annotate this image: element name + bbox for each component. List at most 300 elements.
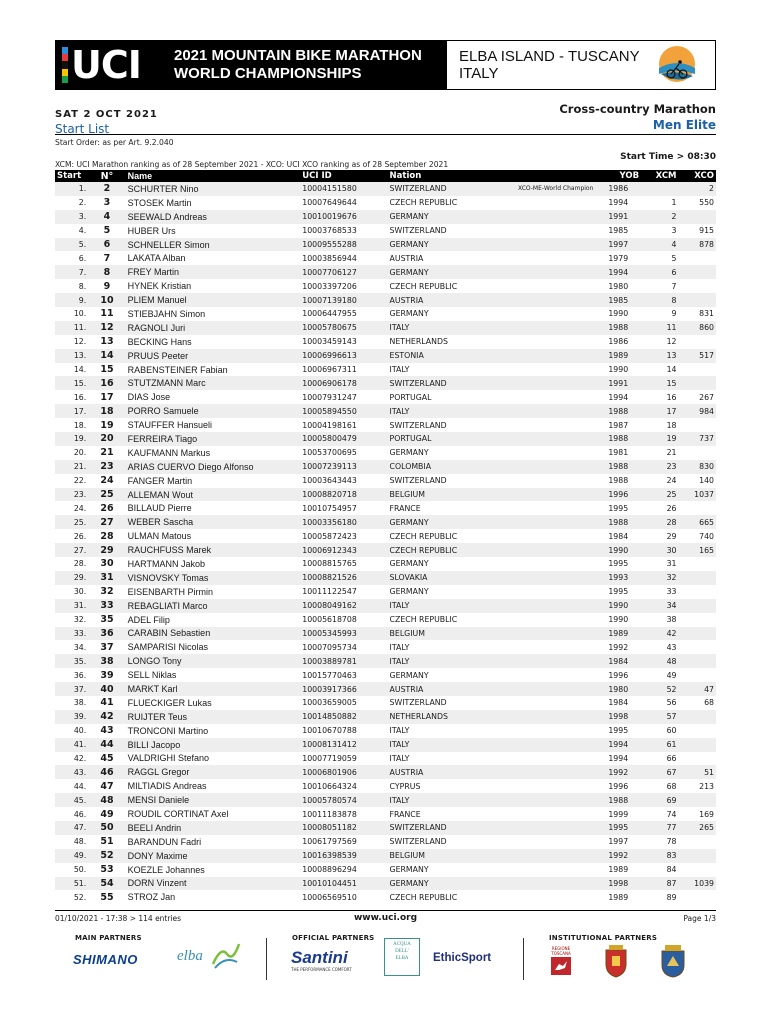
- table-row: [55, 557, 716, 571]
- ranking-row: [55, 152, 716, 169]
- table-cell: [679, 724, 716, 738]
- table-row: [55, 696, 716, 710]
- table-cell: 665: [679, 515, 716, 529]
- table-cell: 9.: [55, 293, 88, 307]
- table-cell: 10014850882: [300, 710, 387, 724]
- table-cell: 17: [88, 390, 125, 404]
- table-cell: FANGER Martin: [126, 474, 301, 488]
- table-cell: [679, 446, 716, 460]
- table-row: [55, 349, 716, 363]
- table-cell: CZECH REPUBLIC: [388, 890, 496, 904]
- table-row: [55, 710, 716, 724]
- table-cell: [496, 488, 596, 502]
- table-cell: 47: [88, 779, 125, 793]
- table-cell: TRONCONI Martino: [126, 724, 301, 738]
- table-cell: 87: [641, 877, 678, 891]
- table-cell: 1988: [595, 793, 641, 807]
- page-number: Page 1/3: [683, 914, 716, 923]
- table-cell: 12: [88, 321, 125, 335]
- table-row: [55, 585, 716, 599]
- table-cell: ARIAS CUERVO Diego Alfonso: [126, 460, 301, 474]
- table-cell: XCO-ME-World Champion: [496, 182, 596, 196]
- table-cell: 10008051182: [300, 821, 387, 835]
- table-cell: 32: [88, 585, 125, 599]
- table-cell: [496, 821, 596, 835]
- shimano-logo: SHIMANO: [73, 952, 138, 967]
- table-cell: 1989: [595, 863, 641, 877]
- table-cell: 15: [88, 363, 125, 377]
- table-cell: [679, 710, 716, 724]
- page-footer: [55, 910, 716, 924]
- table-row: [55, 863, 716, 877]
- table-cell: REBAGLIATI Marco: [126, 599, 301, 613]
- table-cell: [496, 224, 596, 238]
- institutional-partners-heading: INSTITUTIONAL PARTNERS: [549, 934, 658, 942]
- table-cell: 1980: [595, 682, 641, 696]
- table-cell: [496, 793, 596, 807]
- table-cell: 6.: [55, 251, 88, 265]
- table-cell: [679, 668, 716, 682]
- table-cell: 1992: [595, 765, 641, 779]
- table-cell: 10008820718: [300, 488, 387, 502]
- table-cell: 10005800479: [300, 432, 387, 446]
- table-cell: ROUDIL CORTINAT Axel: [126, 807, 301, 821]
- table-cell: 16: [88, 376, 125, 390]
- table-cell: [679, 251, 716, 265]
- table-cell: 43.: [55, 765, 88, 779]
- table-cell: [679, 654, 716, 668]
- table-cell: 37: [88, 640, 125, 654]
- table-cell: GERMANY: [388, 585, 496, 599]
- table-cell: 984: [679, 404, 716, 418]
- venue-line2: ITALY: [459, 65, 499, 82]
- table-cell: 49: [641, 668, 678, 682]
- column-header: Name: [126, 170, 301, 182]
- table-cell: GERMANY: [388, 265, 496, 279]
- table-cell: 10007719059: [300, 752, 387, 766]
- table-cell: 21: [88, 446, 125, 460]
- table-cell: 20: [88, 432, 125, 446]
- table-cell: 42: [641, 627, 678, 641]
- table-cell: SWITZERLAND: [388, 376, 496, 390]
- start-order-note: Start Order: as per Art. 9.2.040: [55, 138, 174, 147]
- table-cell: CZECH REPUBLIC: [388, 279, 496, 293]
- table-cell: LAKATA Alban: [126, 251, 301, 265]
- table-cell: 18: [88, 404, 125, 418]
- table-cell: 1988: [595, 432, 641, 446]
- table-cell: 18.: [55, 418, 88, 432]
- table-cell: 54: [88, 877, 125, 891]
- table-cell: 10007239113: [300, 460, 387, 474]
- table-cell: 1994: [595, 390, 641, 404]
- table-row: [55, 877, 716, 891]
- pegasus-icon: [550, 956, 572, 976]
- table-cell: 10006906178: [300, 376, 387, 390]
- table-cell: [679, 627, 716, 641]
- table-cell: WEBER Sascha: [126, 515, 301, 529]
- table-cell: 10053700695: [300, 446, 387, 460]
- table-cell: SWITZERLAND: [388, 835, 496, 849]
- table-cell: 52: [641, 682, 678, 696]
- table-cell: 1988: [595, 460, 641, 474]
- table-cell: 8: [641, 293, 678, 307]
- table-cell: [496, 724, 596, 738]
- partners-divider: [523, 938, 524, 980]
- table-cell: 1996: [595, 668, 641, 682]
- uci-website-link[interactable]: www.uci.org: [353, 913, 418, 923]
- table-cell: 30: [641, 543, 678, 557]
- table-cell: PLIEM Manuel: [126, 293, 301, 307]
- table-cell: 39: [88, 668, 125, 682]
- table-cell: 12: [641, 335, 678, 349]
- official-partners-heading: OFFICIAL PARTNERS: [292, 934, 375, 942]
- table-cell: [679, 210, 716, 224]
- table-cell: 1: [641, 196, 678, 210]
- table-cell: 17.: [55, 404, 88, 418]
- table-cell: GERMANY: [388, 863, 496, 877]
- table-cell: [496, 627, 596, 641]
- table-cell: 10: [88, 293, 125, 307]
- table-cell: [496, 293, 596, 307]
- table-cell: 57: [641, 710, 678, 724]
- table-row: [55, 265, 716, 279]
- table-cell: 14: [88, 349, 125, 363]
- table-cell: SWITZERLAND: [388, 821, 496, 835]
- table-cell: 1997: [595, 238, 641, 252]
- table-cell: 60: [641, 724, 678, 738]
- table-cell: 831: [679, 307, 716, 321]
- table-cell: 45: [88, 752, 125, 766]
- table-row: [55, 599, 716, 613]
- list-title: Start List: [55, 122, 110, 136]
- table-row: [55, 765, 716, 779]
- column-header: UCI ID: [300, 170, 387, 182]
- table-cell: [496, 779, 596, 793]
- date-row: [55, 102, 716, 120]
- table-cell: 1994: [595, 265, 641, 279]
- table-cell: 10007139180: [300, 293, 387, 307]
- title-row: [55, 118, 716, 134]
- table-cell: 10005618708: [300, 613, 387, 627]
- table-cell: [679, 335, 716, 349]
- table-cell: [679, 752, 716, 766]
- table-cell: GERMANY: [388, 668, 496, 682]
- column-header: XCO: [679, 170, 716, 182]
- table-cell: 40.: [55, 724, 88, 738]
- table-cell: 213: [679, 779, 716, 793]
- table-cell: 1995: [595, 501, 641, 515]
- table-cell: ITALY: [388, 793, 496, 807]
- table-cell: 30.: [55, 585, 88, 599]
- municipal-crest-icon: [659, 944, 687, 978]
- table-cell: PRUUS Peeter: [126, 349, 301, 363]
- table-cell: 1037: [679, 488, 716, 502]
- table-row: [55, 488, 716, 502]
- table-cell: CZECH REPUBLIC: [388, 196, 496, 210]
- category-name: Men Elite: [652, 118, 716, 132]
- table-cell: NETHERLANDS: [388, 335, 496, 349]
- table-cell: 33.: [55, 627, 88, 641]
- table-cell: 1998: [595, 877, 641, 891]
- table-cell: 14.: [55, 363, 88, 377]
- table-cell: STOSEK Martin: [126, 196, 301, 210]
- table-cell: RAUCHFUSS Marek: [126, 543, 301, 557]
- ranking-note: XCM: UCI Marathon ranking as of 28 September 2021 - XCO: UCI XCO ranking as of 28 September 2021: [55, 160, 449, 169]
- table-cell: 4: [88, 210, 125, 224]
- table-cell: [679, 835, 716, 849]
- table-cell: [496, 613, 596, 627]
- table-cell: 28: [88, 529, 125, 543]
- table-cell: 1999: [595, 807, 641, 821]
- table-cell: BECKING Hans: [126, 335, 301, 349]
- table-cell: [496, 849, 596, 863]
- table-row: [55, 224, 716, 238]
- table-cell: 50.: [55, 863, 88, 877]
- table-cell: [496, 335, 596, 349]
- table-cell: 140: [679, 474, 716, 488]
- table-cell: [496, 835, 596, 849]
- table-cell: 13: [88, 335, 125, 349]
- table-cell: 1995: [595, 557, 641, 571]
- table-cell: ULMAN Matous: [126, 529, 301, 543]
- table-cell: 1995: [595, 724, 641, 738]
- table-cell: SAMPARISI Nicolas: [126, 640, 301, 654]
- uci-stripe: [62, 76, 68, 83]
- table-row: [55, 432, 716, 446]
- table-cell: FLUECKIGER Lukas: [126, 696, 301, 710]
- table-cell: STROZ Jan: [126, 890, 301, 904]
- table-cell: 15.: [55, 376, 88, 390]
- table-cell: GERMANY: [388, 446, 496, 460]
- table-cell: [496, 515, 596, 529]
- table-cell: DIAS Jose: [126, 390, 301, 404]
- table-cell: 50: [88, 821, 125, 835]
- table-cell: 13: [641, 349, 678, 363]
- table-cell: 10.: [55, 307, 88, 321]
- table-row: [55, 293, 716, 307]
- table-cell: 10010670788: [300, 724, 387, 738]
- table-cell: 8: [88, 265, 125, 279]
- table-cell: 10003917366: [300, 682, 387, 696]
- table-cell: HYNEK Kristian: [126, 279, 301, 293]
- uci-logo: [56, 41, 166, 89]
- table-cell: 10006801906: [300, 765, 387, 779]
- generated-info: 01/10/2021 - 17:38 > 114 entries: [55, 914, 182, 923]
- table-cell: 37.: [55, 682, 88, 696]
- table-cell: [496, 418, 596, 432]
- table-cell: 16.: [55, 390, 88, 404]
- table-cell: [679, 738, 716, 752]
- table-cell: [496, 321, 596, 335]
- table-row: [55, 335, 716, 349]
- table-cell: 22.: [55, 474, 88, 488]
- table-cell: 49.: [55, 849, 88, 863]
- table-cell: 10005872423: [300, 529, 387, 543]
- table-cell: 21.: [55, 460, 88, 474]
- table-cell: 17: [641, 404, 678, 418]
- column-header: N°: [88, 170, 125, 182]
- table-cell: HUBER Urs: [126, 224, 301, 238]
- table-cell: 34.: [55, 640, 88, 654]
- table-cell: ITALY: [388, 404, 496, 418]
- table-cell: 10006967311: [300, 363, 387, 377]
- table-cell: 51.: [55, 877, 88, 891]
- table-cell: 7: [88, 251, 125, 265]
- table-cell: 1988: [595, 474, 641, 488]
- table-row: [55, 446, 716, 460]
- table-cell: 28: [641, 515, 678, 529]
- table-cell: 25: [88, 488, 125, 502]
- table-cell: 49: [88, 807, 125, 821]
- table-row: [55, 807, 716, 821]
- table-cell: SWITZERLAND: [388, 418, 496, 432]
- table-cell: GERMANY: [388, 877, 496, 891]
- table-cell: 1984: [595, 529, 641, 543]
- table-cell: 26: [88, 501, 125, 515]
- table-cell: 1985: [595, 224, 641, 238]
- table-cell: [679, 863, 716, 877]
- table-cell: [496, 738, 596, 752]
- table-cell: 1989: [595, 349, 641, 363]
- table-row: [55, 668, 716, 682]
- table-cell: 19: [641, 432, 678, 446]
- table-cell: 1988: [595, 321, 641, 335]
- table-cell: 77: [641, 821, 678, 835]
- table-cell: 860: [679, 321, 716, 335]
- table-cell: [496, 474, 596, 488]
- table-cell: RAGNOLI Juri: [126, 321, 301, 335]
- venue-line1: ELBA ISLAND - TUSCANY: [459, 48, 640, 65]
- table-cell: [496, 349, 596, 363]
- table-cell: 47.: [55, 821, 88, 835]
- table-row: [55, 279, 716, 293]
- table-cell: 32.: [55, 613, 88, 627]
- table-cell: [496, 807, 596, 821]
- table-cell: 10003768533: [300, 224, 387, 238]
- table-cell: 78: [641, 835, 678, 849]
- championship-title-line1: 2021 MOUNTAIN BIKE MARATHON: [174, 47, 422, 64]
- table-cell: [496, 877, 596, 891]
- table-cell: CYPRUS: [388, 779, 496, 793]
- uci-rainbow-stripes: [62, 47, 68, 83]
- table-cell: 26.: [55, 529, 88, 543]
- table-cell: 25.: [55, 515, 88, 529]
- table-cell: 10006996613: [300, 349, 387, 363]
- table-cell: STAUFFER Hansueli: [126, 418, 301, 432]
- table-cell: BELGIUM: [388, 849, 496, 863]
- table-cell: 51: [88, 835, 125, 849]
- table-cell: 11.: [55, 321, 88, 335]
- table-cell: 1993: [595, 571, 641, 585]
- table-cell: 10011122547: [300, 585, 387, 599]
- regione-line2: TOSCANA: [551, 951, 571, 956]
- table-cell: 5: [641, 251, 678, 265]
- table-cell: 15: [641, 376, 678, 390]
- table-row: [55, 821, 716, 835]
- table-cell: 41: [88, 696, 125, 710]
- table-cell: 26: [641, 501, 678, 515]
- table-cell: 38: [641, 613, 678, 627]
- table-cell: 830: [679, 460, 716, 474]
- table-cell: [496, 654, 596, 668]
- table-cell: 7.: [55, 265, 88, 279]
- table-cell: 23: [641, 460, 678, 474]
- start-list-table: [55, 170, 716, 904]
- table-cell: 36.: [55, 668, 88, 682]
- table-cell: 6: [88, 238, 125, 252]
- table-cell: [496, 863, 596, 877]
- table-row: [55, 390, 716, 404]
- regione-toscana-logo: [548, 946, 574, 977]
- table-cell: [679, 418, 716, 432]
- table-row: [55, 363, 716, 377]
- table-cell: 41.: [55, 738, 88, 752]
- table-cell: KAUFMANN Markus: [126, 446, 301, 460]
- table-cell: 2: [88, 182, 125, 196]
- table-cell: FRANCE: [388, 501, 496, 515]
- table-cell: 3: [641, 224, 678, 238]
- table-cell: LONGO Tony: [126, 654, 301, 668]
- table-cell: FERREIRA Tiago: [126, 432, 301, 446]
- table-cell: CARABIN Sebastien: [126, 627, 301, 641]
- start-time: Start Time > 08:30: [620, 152, 716, 162]
- table-cell: 10008815765: [300, 557, 387, 571]
- municipal-crest-icon: [603, 944, 629, 978]
- table-cell: 31: [88, 571, 125, 585]
- main-partners-heading: MAIN PARTNERS: [75, 934, 142, 942]
- uci-stripe: [62, 69, 68, 76]
- table-cell: [496, 640, 596, 654]
- table-header: [55, 170, 716, 182]
- table-cell: [496, 265, 596, 279]
- table-cell: 24.: [55, 501, 88, 515]
- uci-logo-text: UCI: [71, 43, 141, 87]
- table-row: [55, 307, 716, 321]
- table-cell: ITALY: [388, 724, 496, 738]
- table-row: [55, 418, 716, 432]
- table-cell: 10003356180: [300, 515, 387, 529]
- table-cell: 1987: [595, 418, 641, 432]
- table-cell: 42: [88, 710, 125, 724]
- table-cell: 74: [641, 807, 678, 821]
- table-cell: 10008131412: [300, 738, 387, 752]
- table-row: [55, 251, 716, 265]
- table-cell: 19: [88, 418, 125, 432]
- table-cell: [496, 752, 596, 766]
- table-cell: 10005894550: [300, 404, 387, 418]
- table-cell: SELL Niklas: [126, 668, 301, 682]
- table-cell: 27.: [55, 543, 88, 557]
- table-cell: EISENBARTH Pirmin: [126, 585, 301, 599]
- table-cell: 23.: [55, 488, 88, 502]
- table-cell: 56: [641, 696, 678, 710]
- table-cell: 33: [88, 599, 125, 613]
- table-cell: 52.: [55, 890, 88, 904]
- table-row: [55, 529, 716, 543]
- table-cell: 1986: [595, 182, 641, 196]
- table-cell: 10003659005: [300, 696, 387, 710]
- table-row: [55, 752, 716, 766]
- table-cell: 27: [88, 515, 125, 529]
- table-cell: 2.: [55, 196, 88, 210]
- table-cell: 46.: [55, 807, 88, 821]
- table-cell: 10010019676: [300, 210, 387, 224]
- table-row: [55, 835, 716, 849]
- table-cell: AUSTRIA: [388, 682, 496, 696]
- table-cell: 61: [641, 738, 678, 752]
- table-cell: 1992: [595, 849, 641, 863]
- table-cell: SLOVAKIA: [388, 571, 496, 585]
